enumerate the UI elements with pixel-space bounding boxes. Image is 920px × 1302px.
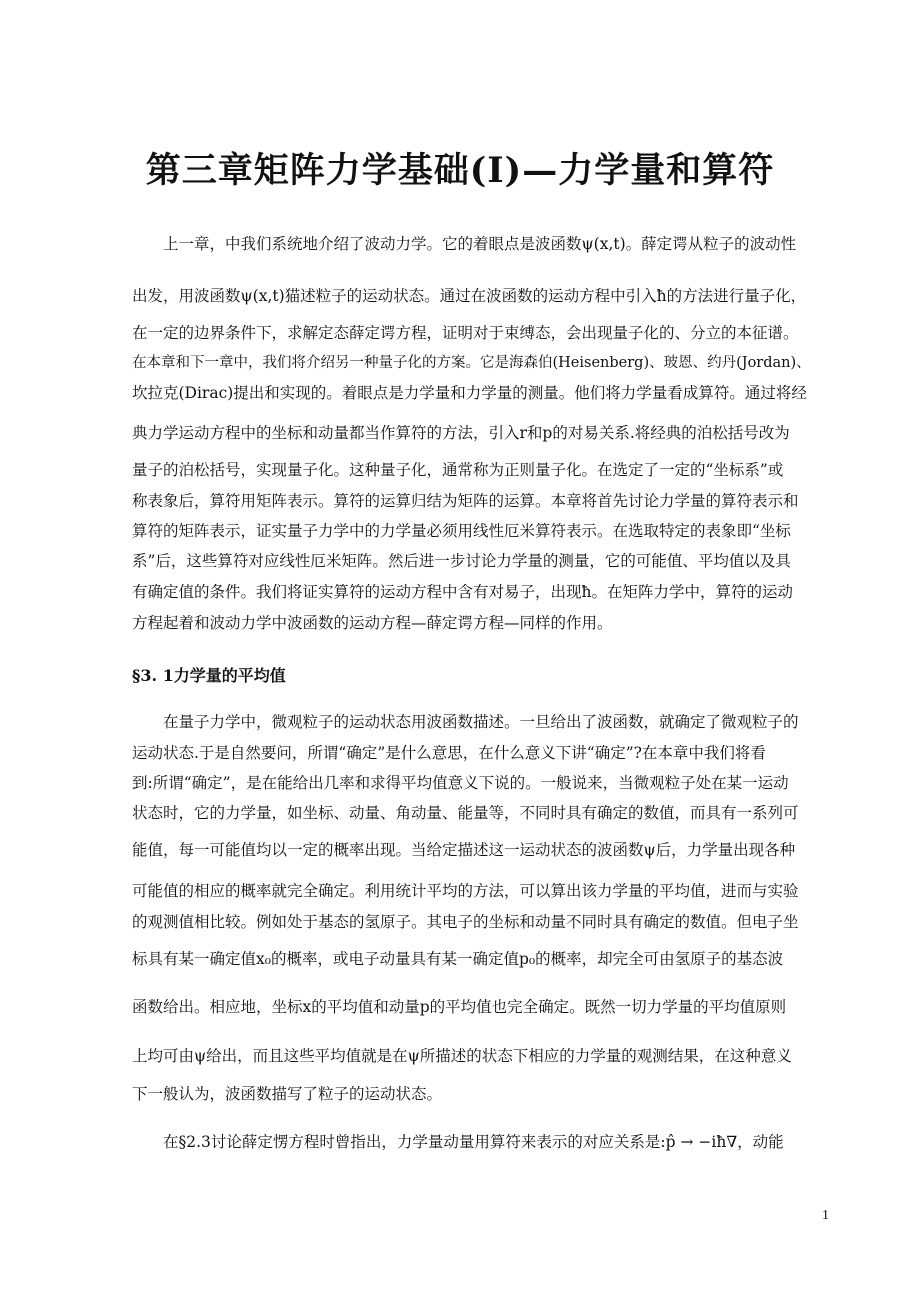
intro-line: 算符的矩阵表示，证实量子力学中的力学量必须用线性厄米算符表示。在选取特定的表象即“坐标 bbox=[132, 522, 791, 540]
section-line: 到:所谓“确定”，是在能给出几率和求得平均值意义下说的。一般说来，当微观粒子处在某一运动 bbox=[132, 774, 789, 792]
intro-line: 系”后，这些算符对应线性厄米矩阵。然后进一步讨论力学量的测量，它的可能值、平均值以及具 bbox=[132, 552, 791, 570]
section-line: 在量子力学中，微观粒子的运动状态用波函数描述。一旦给出了波函数，就确定了微观粒子的 bbox=[163, 713, 799, 731]
intro-line: 量子的泊松括号，实现量子化。这种量子化，通常称为正则量子化。在选定了一定的“坐标系”或 bbox=[132, 461, 784, 479]
chapter-title: 第三章矩阵力学基础(I)—力学量和算符 bbox=[145, 150, 775, 191]
intro-line: 称表象后，算符用矩阵表示。算符的运算归结为矩阵的运算。本章将首先讨论力学量的算符表示和 bbox=[132, 492, 799, 510]
intro-line: 方程起着和波动力学中波函数的运动方程—薛定谔方程—同样的作用。 bbox=[132, 614, 613, 632]
intro-line: 典力学运动方程中的坐标和动量都当作算符的方法，引入r和p的对易关系.将经典的泊松括号改为 bbox=[132, 424, 790, 442]
section-line: 运动状态.于是自然要问，所谓“确定”是什么意思，在什么意义下讲“确定”?在本章中我们将看 bbox=[132, 744, 766, 762]
section-line: 上均可由ψ给出，而且这些平均值就是在ψ所描述的状态下相应的力学量的观测结果，在这种意义 bbox=[132, 1047, 792, 1065]
intro-line: 出发，用波函数ψ(x,t)猫述粒子的运动状态。通过在波函数的运动方程中引入ħ的方法进行量子化， bbox=[132, 287, 807, 305]
page-number: 1 bbox=[822, 1208, 829, 1223]
section-line: 的观测值相比较。例如处于基态的氢原子。其电子的坐标和动量不同时具有确定的数值。但电子坐 bbox=[132, 913, 799, 931]
section-line: 标具有某一确定值x₀的概率，或电子动量具有某一确定值p₀的概率，却完全可由氢原子的基态波 bbox=[132, 950, 784, 968]
section-line: 函数给出。相应地，坐标x的平均值和动量p的平均值也完全确定。既然一切力学量的平均值原则 bbox=[132, 998, 787, 1016]
intro-line: 在一定的边界条件下，求解定态薛定谔方程，证明对于束缚态，会出现量子化的、分立的本征谱。 bbox=[132, 324, 799, 342]
intro-line: 在本章和下一章中，我们将介绍另一种量子化的方案。它是海森伯(Heisenberg)、玻恩、约丹(Jordan)、 bbox=[132, 355, 811, 371]
intro-line: 上一章，中我们系统地介绍了波动力学。它的着眼点是波函数ψ(x,t)。薛定谔从粒子的波动性 bbox=[163, 235, 797, 253]
section-line: 下一般认为，波函数描写了粒子的运动状态。 bbox=[132, 1085, 443, 1103]
section-line: 可能值的相应的概率就完全确定。利用统计平均的方法，可以算出该力学量的平均值，进而与实验 bbox=[132, 882, 799, 900]
section-line: 状态时，它的力学量，如坐标、动量、角动量、能量等，不同时具有确定的数值，而具有一系列可 bbox=[132, 804, 799, 822]
intro-line: 有确定值的条件。我们将证实算符的运动方程中含有对易子，出现ħ。在矩阵力学中，算符的运动 bbox=[132, 583, 793, 601]
section-line: 在§2.3讨论薛定愣方程时曾指出，力学量动量用算符来表示的对应关系是:p̂ → −iħ∇，动能 bbox=[163, 1133, 784, 1151]
section-heading: §3. 1力学量的平均值 bbox=[132, 666, 286, 685]
intro-line: 坎拉克(Dirac)提出和实现的。着眼点是力学量和力学量的测量。他们将力学量看成算符。通过将经 bbox=[132, 384, 807, 402]
section-line: 能值，每一可能值均以一定的概率出现。当给定描述这一运动状态的波函数ψ后，力学量出现各种 bbox=[132, 841, 796, 859]
